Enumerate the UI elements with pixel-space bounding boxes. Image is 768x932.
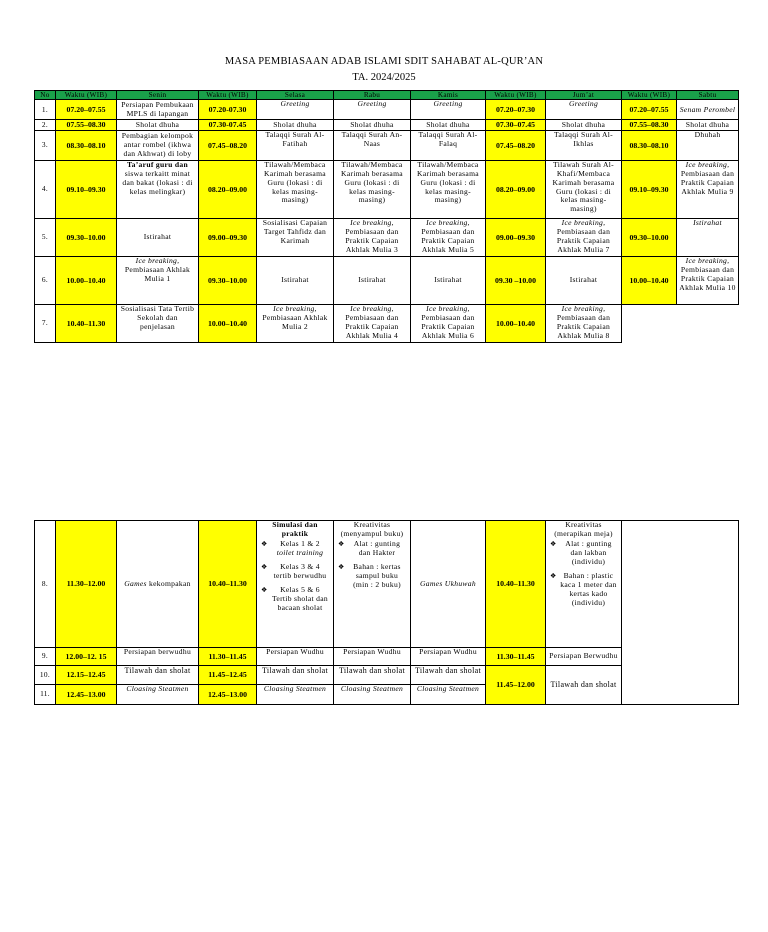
cell-selasa: Tilawah dan sholat — [257, 666, 334, 685]
time-cell: 10.00–10.40 — [199, 304, 257, 342]
cell-jumat-text: Pembiasaan dan Praktik Capaian Akhlak Mulia 8 — [556, 312, 611, 340]
cell-sabtu-italic: Ice breaking, — [685, 256, 730, 265]
cell-jumat — [546, 521, 622, 648]
time-cell: 10.40–11.30 — [486, 521, 546, 648]
cell-kamis: Greeting — [411, 100, 486, 120]
time-cell: 07.45–08.20 — [486, 130, 546, 160]
time-cell: 07.30-07.45 — [199, 120, 257, 130]
cell-sabtu: Dhuhah — [677, 130, 739, 160]
cell-jumat: Tilawah Surah Al-Khafi/Membaca Karimah berasama Guru (lokasi : di kelas masing-masing) — [546, 160, 622, 218]
time-cell: 07.20–07.55 — [56, 100, 117, 120]
row-number: 6. — [35, 256, 56, 304]
list-item-italic: toilet training — [276, 547, 324, 557]
cell-kamis-italic: Ice breaking, — [426, 218, 470, 227]
cell-kamis: Talaqqi Surah Al-Falaq — [411, 130, 486, 160]
cell-selasa: Sosialisasi Capaian Target Tahfidz dan Karimah — [257, 218, 334, 256]
cell-sabtu: Sholat dhuha — [677, 120, 739, 130]
cell-rabu — [334, 521, 411, 648]
cell-senin — [117, 160, 199, 218]
time-cell: 10.40–11.30 — [199, 521, 257, 648]
header-sabtu: Sabtu — [677, 91, 739, 100]
cell-selasa: Greeting — [257, 100, 334, 120]
cell-kamis: Tilawah/Membaca Karimah berasama Guru (lokasi : di kelas masing-masing) — [411, 160, 486, 218]
bullet-list — [548, 540, 619, 608]
list-item: ❖ Alat : gunting dan Hakter — [338, 540, 406, 558]
time-cell: 09.30 –10.00 — [486, 256, 546, 304]
cell-selasa-text: Pembiasaan Akhlak Mulia 2 — [262, 312, 328, 331]
cell-jumat: Sholat dhuha — [546, 120, 622, 130]
cell-kamis: Games Ukhuwah — [411, 521, 486, 648]
cell-kamis — [411, 304, 486, 342]
time-cell: 09.10–09.30 — [56, 160, 117, 218]
cell-jumat — [546, 218, 622, 256]
table-row — [35, 304, 739, 342]
cell-jumat: Persiapan Berwudhu — [546, 648, 622, 666]
cell-kamis: Sholat dhuha — [411, 120, 486, 130]
empty-cell — [622, 304, 677, 342]
time-cell: 07.20–07.55 — [622, 100, 677, 120]
cell-jumat-italic: Ice breaking, — [561, 304, 606, 313]
time-cell: 09.30–10.00 — [622, 218, 677, 256]
cell-senin-italic: Ice breaking, — [135, 256, 180, 265]
table-row — [35, 521, 739, 648]
cell-rabu: Persiapan Wudhu — [334, 648, 411, 666]
cell-jumat: Talaqqi Surah Al-Ikhlas — [546, 130, 622, 160]
cell-rabu: Istirahat — [334, 256, 411, 304]
header-waktu: Waktu (WIB) — [56, 91, 117, 100]
time-cell: 11.45–12.45 — [199, 666, 257, 685]
cell-selasa: Tilawah/Membaca Karimah berasama Guru (lokasi : di kelas masing-masing) — [257, 160, 334, 218]
table-header-row — [35, 91, 739, 100]
cell-jumat-text: Pembiasaan dan Praktik Capaian Akhlak Mulia 7 — [556, 226, 611, 254]
row-number: 8. — [35, 521, 56, 648]
cell-rabu: Sholat dhuha — [334, 120, 411, 130]
header-selasa: Selasa — [257, 91, 334, 100]
cell-senin-italic: Games — [124, 578, 147, 588]
cell-jumat: Greeting — [546, 100, 622, 120]
cell-rabu-text: Pembiasaan dan Praktik Capaian Akhlak Mulia 3 — [345, 226, 399, 254]
cell-senin-text: siswa terkaitt minat dan bakat (lokasi : di kelas melingkar) — [122, 168, 193, 196]
bullet-list — [259, 540, 331, 613]
time-cell: 11.30–12.00 — [56, 521, 117, 648]
header-jumat: Jum’at — [546, 91, 622, 100]
row-number: 7. — [35, 304, 56, 342]
cell-kamis-italic: Ice breaking, — [426, 304, 470, 313]
list-item-text: Kelas 1 & 2 — [280, 538, 320, 548]
time-cell: 07.20-07.30 — [199, 100, 257, 120]
time-cell: 08.30–08.10 — [622, 130, 677, 160]
time-cell: 09.00–09.30 — [199, 218, 257, 256]
cell-rabu — [334, 218, 411, 256]
table-row — [35, 256, 739, 304]
cell-kamis: Istirahat — [411, 256, 486, 304]
cell-jumat-heading: Kreativitas (merapikan meja) — [554, 520, 613, 538]
list-item-text: Kelas 5 & 6 Tertib sholat dan bacaan sholat — [271, 584, 329, 612]
cell-senin: Pembagian kelompok antar rombel (ikhwa dan Akhwat) di loby — [117, 130, 199, 160]
time-cell: 09.30–10.00 — [199, 256, 257, 304]
header-waktu: Waktu (WIB) — [199, 91, 257, 100]
cell-sabtu: Senam Perombel — [677, 100, 739, 120]
cell-senin-text: kekompakan — [148, 578, 191, 588]
empty-cell — [677, 304, 739, 342]
cell-senin: Persiapan Pembukaan MPLS di lapangan — [117, 100, 199, 120]
schedule-table-2 — [34, 520, 739, 705]
cell-sabtu: Istirahat — [677, 218, 739, 256]
cell-sabtu — [677, 160, 739, 218]
time-cell: 12.45–13.00 — [56, 685, 117, 705]
cell-selasa-heading: Simulasi dan praktik — [272, 520, 318, 538]
cell-jumat — [546, 304, 622, 342]
time-cell: 09.10–09.30 — [622, 160, 677, 218]
cell-rabu-heading: Kreativitas (menyampul buku) — [340, 520, 404, 538]
cell-senin: Sosialisasi Tata Tertib Sekolah dan penjelasan — [117, 304, 199, 342]
cell-senin: Istirahat — [117, 218, 199, 256]
cell-sabtu — [677, 256, 739, 304]
time-cell: 10.00–10.40 — [486, 304, 546, 342]
document-subtitle: TA. 2024/2025 — [352, 72, 416, 83]
row-number: 11. — [35, 685, 56, 705]
cell-senin-text: Pembiasaan Akhlak Mulia 1 — [124, 264, 191, 283]
empty-cell — [622, 521, 739, 705]
cell-sabtu-italic: Ice breaking, — [685, 160, 730, 169]
list-item: ❖ Bahan : plastic kaca 1 meter dan kertas kado (individu) — [550, 572, 617, 608]
time-cell: 07.45–08.20 — [199, 130, 257, 160]
header-no: No — [35, 91, 56, 100]
cell-senin — [117, 521, 199, 648]
cell-selasa: Istirahat — [257, 256, 334, 304]
cell-senin: Persiapan berwudhu — [117, 648, 199, 666]
table-row — [35, 218, 739, 256]
cell-rabu: Tilawah dan sholat — [334, 666, 411, 685]
time-cell: 12.15–12.45 — [56, 666, 117, 685]
row-number: 9. — [35, 648, 56, 666]
time-cell: 12.00–12. 15 — [56, 648, 117, 666]
time-cell: 07.55–08.30 — [56, 120, 117, 130]
cell-selasa: Talaqqi Surah Al-Fatihah — [257, 130, 334, 160]
cell-selasa-italic: Ice breaking, — [273, 304, 317, 313]
table-row — [35, 100, 739, 120]
time-cell: 08.30–08.10 — [56, 130, 117, 160]
time-cell: 09.30–10.00 — [56, 218, 117, 256]
row-number: 5. — [35, 218, 56, 256]
schedule-table-1 — [34, 90, 739, 343]
cell-kamis: Cloasing Steatmen — [411, 685, 486, 705]
header-kamis: Kamis — [411, 91, 486, 100]
cell-selasa — [257, 521, 334, 648]
header-waktu: Waktu (WIB) — [486, 91, 546, 100]
time-cell: 11.30–11.45 — [486, 648, 546, 666]
row-number: 10. — [35, 666, 56, 685]
row-number: 2. — [35, 120, 56, 130]
cell-senin: Sholat dhuha — [117, 120, 199, 130]
cell-rabu: Talaqqi Surah An-Naas — [334, 130, 411, 160]
time-cell: 09.00–09.30 — [486, 218, 546, 256]
cell-senin-heading: Ta’aruf guru dan — [126, 160, 189, 169]
list-item — [261, 540, 329, 558]
list-item: ❖ Bahan : kertas sampul buku (min : 2 buku) — [338, 563, 406, 590]
cell-rabu: Cloasing Steatmen — [334, 685, 411, 705]
cell-jumat: Istirahat — [546, 256, 622, 304]
cell-rabu-italic: Ice breaking, — [350, 304, 394, 313]
time-cell: 11.30–11.45 — [199, 648, 257, 666]
cell-selasa: Persiapan Wudhu — [257, 648, 334, 666]
time-cell: 08.20–09.00 — [486, 160, 546, 218]
row-number: 3. — [35, 130, 56, 160]
header-waktu: Waktu (WIB) — [622, 91, 677, 100]
cell-kamis: Tilawah dan sholat — [411, 666, 486, 685]
list-item-text: Kelas 3 & 4 tertib berwudhu — [273, 561, 327, 580]
cell-senin: Tilawah dan sholat — [117, 666, 199, 685]
time-cell: 12.45–13.00 — [199, 685, 257, 705]
time-cell: 10.00–10.40 — [56, 256, 117, 304]
table-row — [35, 120, 739, 130]
cell-senin — [117, 256, 199, 304]
time-cell: 10.00–10.40 — [622, 256, 677, 304]
table-row — [35, 160, 739, 218]
header-rabu: Rabu — [334, 91, 411, 100]
time-cell: 07.30–07.45 — [486, 120, 546, 130]
document-title: MASA PEMBIASAAN ADAB ISLAMI SDIT SAHABAT AL-QUR’AN — [224, 56, 544, 67]
cell-senin: Cloasing Steatmen — [117, 685, 199, 705]
row-number: 1. — [35, 100, 56, 120]
cell-sabtu-text: Pembiasaan dan Praktik Capaian Akhlak Mulia 10 — [679, 264, 736, 292]
cell-sabtu-text: Pembiasaan dan Praktik Capaian Akhlak Mulia 9 — [680, 168, 735, 196]
cell-kamis — [411, 218, 486, 256]
list-item — [261, 586, 329, 613]
cell-selasa: Sholat dhuha — [257, 120, 334, 130]
cell-rabu: Tilawah/Membaca Karimah berasama Guru (lokasi : di kelas masing-masing) — [334, 160, 411, 218]
cell-jumat-italic: Ice breaking, — [561, 218, 606, 227]
cell-rabu — [334, 304, 411, 342]
time-cell: 07.20–07.30 — [486, 100, 546, 120]
time-cell: 08.20–09.00 — [199, 160, 257, 218]
cell-kamis-text: Pembiasaan dan Praktik Capaian Akhlak Mulia 5 — [421, 226, 475, 254]
time-cell: 11.45–12.00 — [486, 666, 546, 705]
cell-selasa: Cloasing Steatmen — [257, 685, 334, 705]
row-number: 4. — [35, 160, 56, 218]
time-cell: 07.55–08.30 — [622, 120, 677, 130]
table-row — [35, 130, 739, 160]
cell-rabu: Greeting — [334, 100, 411, 120]
cell-jumat: Tilawah dan sholat — [546, 666, 622, 705]
cell-rabu-italic: Ice breaking, — [350, 218, 394, 227]
list-item — [261, 563, 329, 581]
cell-rabu-text: Pembiasaan dan Praktik Capaian Akhlak Mulia 4 — [345, 312, 399, 340]
list-item: ❖ Alat : gunting dan lakban (individu) — [550, 540, 617, 567]
header-senin: Senin — [117, 91, 199, 100]
cell-kamis-text: Pembiasaan dan Praktik Capaian Akhlak Mulia 6 — [421, 312, 475, 340]
cell-kamis: Persiapan Wudhu — [411, 648, 486, 666]
cell-selasa — [257, 304, 334, 342]
bullet-list — [336, 540, 408, 590]
time-cell: 10.40–11.30 — [56, 304, 117, 342]
